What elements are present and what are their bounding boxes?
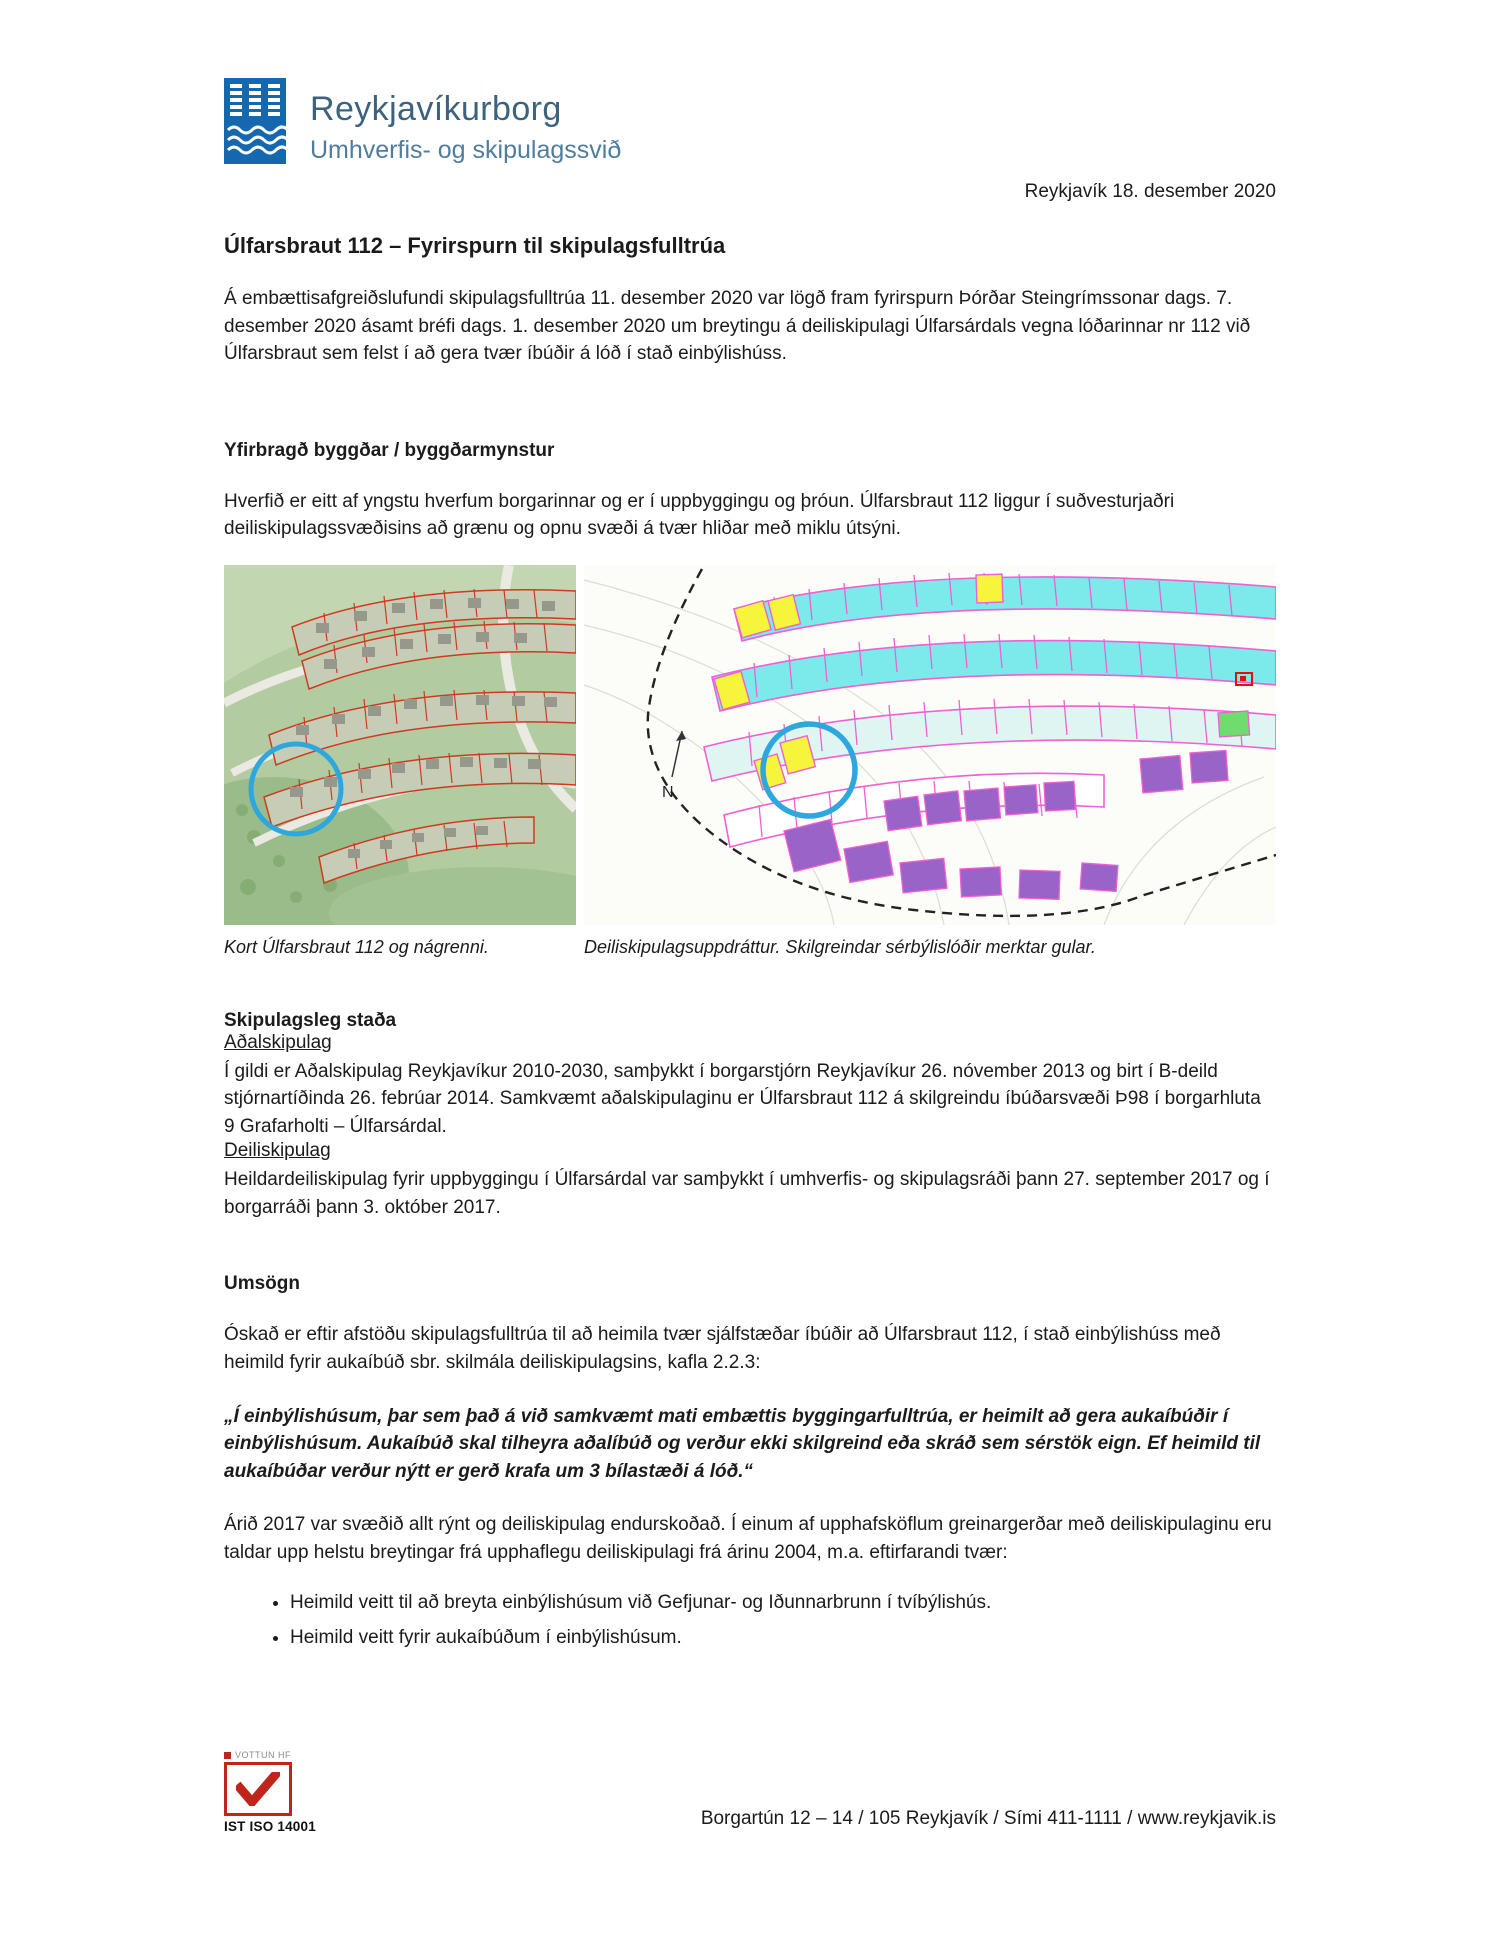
changes-bullet-list: [224, 1582, 1276, 1651]
org-name: Reykjavíkurborg: [310, 90, 562, 128]
sub-heading-adalskipulag: Aðalskipulag: [224, 1031, 332, 1053]
page-footer: [224, 1750, 1276, 1942]
cert-standard-label: IST ISO 14001: [224, 1819, 316, 1834]
svg-text:N: N: [662, 783, 674, 801]
right-figure-caption: Deiliskipulagsuppdráttur. Skilgreindar sérbýlislóðir merktar gular.: [584, 936, 1096, 957]
sub-heading-deiliskipulag: Deiliskipulag: [224, 1140, 331, 1162]
footer-address: Borgartún 12 – 14 / 105 Reykjavík / Sími 411-1111 / www.reykjavik.is: [700, 1808, 1276, 1829]
vottun-logo-square: [224, 1752, 231, 1759]
yfirbragd-paragraph: Hverfið er eitt af yngstu hverfum borgarinnar og er í uppbyggingu og þróun. Úlfarsbraut 112 liggur í suðvesturjaðri deiliskipulagssvæðisins að grænu og opnu svæði á tvær hliðar með miklu útsýni.: [224, 490, 1175, 540]
section-heading-skipulagsleg-stada: Skipulagsleg staða: [224, 1009, 397, 1031]
cert-checkmark-box: [224, 1762, 292, 1816]
zoning-plan-image: [584, 565, 1276, 925]
figure-zoning-plan: [584, 565, 1276, 958]
cert-issuer-text: VOTTUN HF: [235, 1750, 291, 1760]
checkmark-icon: [236, 1772, 280, 1806]
date-line: Reykjavík 18. desember 2020: [1024, 181, 1276, 202]
regulation-quote: „Í einbýlishúsum, þar sem það á við samkvæmt mati embættis byggingarfulltrúa, er heimilt að gera aukaíbúðir í einbýlishúsum. Aukaíbúð skal tilheyra aðalíbúð og verður ekki skilgreind eða skráð sem sérstök eign. Ef heimild til aukaíbúðar verður nýtt er gerð krafa um 3 bílastæði á lóð.“: [224, 1405, 1261, 1482]
left-figure-caption: Kort Úlfarsbraut 112 og nágrenni.: [224, 936, 489, 957]
iso-certification-mark: [224, 1750, 334, 1834]
org-department: Umhverfis- og skipulagssvið: [310, 136, 622, 164]
deiliskipulag-paragraph: Heildardeiliskipulag fyrir uppbyggingu í Úlfarsárdal var samþykkt í umhverfis- og skipulagsráði þann 27. september 2017 og í borgarráði þann 3. október 2017.: [224, 1169, 1270, 1218]
figure-row: [224, 565, 1276, 958]
bullet-item: • Heimild veitt til að breyta einbýlishúsum við Gefjunar- og Iðunnarbrunn í tvíbýlishús.: [290, 1589, 1276, 1617]
header-brand: [224, 78, 1276, 165]
adalskipulag-paragraph: Í gildi er Aðalskipulag Reykjavíkur 2010-2030, samþykkt í borgarstjórn Reykjavíkur 26. nóvember 2013 og birt í B-deild stjórnartíðinda 26. febrúar 2014. Samkvæmt aðalskipulaginu er Úlfarsbraut 112 á skilgreindu íbúðarsvæði Þ98 í borgarhluta 9 Grafarholti – Úlfarsárdal.: [224, 1060, 1261, 1137]
page-title: Úlfarsbraut 112 – Fyrirspurn til skipulagsfulltrúa: [224, 233, 726, 258]
cert-issuer-label: [224, 1750, 334, 1760]
neighborhood-map-image: [224, 565, 576, 925]
umsogn-paragraph-2: Árið 2017 var svæðið allt rýnt og deiliskipulag endurskoðað. Í einum af upphafsköflum greinargerðar með deiliskipulaginu eru taldar upp helstu breytingar frá upphaflegu deiliskipulagi frá árinu 2004, m.a. eftirfarandi tvær:: [224, 1514, 1272, 1563]
bullet-item: • Heimild veitt fyrir aukaíbúðum í einbýlishúsum.: [290, 1624, 1276, 1652]
section-heading-yfirbragd: Yfirbragð byggðar / byggðarmynstur: [224, 439, 555, 461]
umsogn-paragraph-1: Óskað er eftir afstöðu skipulagsfulltrúa til að heimila tvær sjálfstæðar íbúðir að Úlfarsbraut 112, í stað einbýlishúss með heimild fyrir aukaíbúð sbr. skilmála deiliskipulagsins, kafla 2.2.3:: [224, 1324, 1221, 1374]
intro-paragraph: Á embættisafgreiðslufundi skipulagsfulltrúa 11. desember 2020 var lögð fram fyrirspurn Þórðar Steingrímssonar dags. 7. desember 2020 ásamt bréfi dags. 1. desember 2020 um breytingu á deiliskipulagi Úlfarsárdals vegna lóðarinnar nr 112 við Úlfarsbraut sem felst í að gera tvær íbúðir á lóð í stað einbýlishúss.: [224, 288, 1251, 365]
header-brand-text: [310, 78, 621, 165]
section-heading-umsogn: Umsögn: [224, 1273, 300, 1295]
figure-neighborhood-map: [224, 565, 576, 958]
reykjavik-coat-of-arms-logo: [224, 78, 286, 164]
